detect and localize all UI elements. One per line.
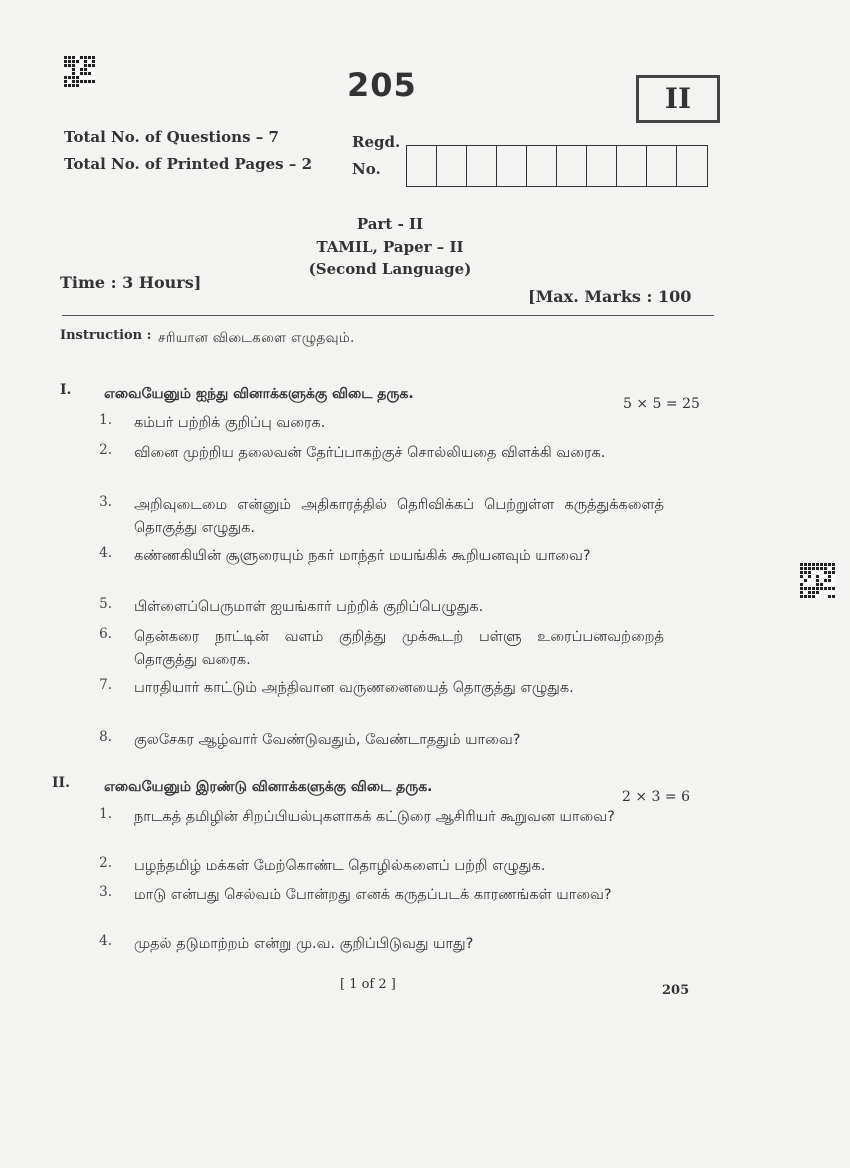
instruction-text: சரியான விடைகளை எழுதவும். xyxy=(158,330,355,346)
registration-number-boxes[interactable] xyxy=(406,145,708,187)
question-text: வினை முற்றிய தலைவன் தேர்ப்பாகற்குச் சொல்லியதை விளக்கி வரைக. xyxy=(134,445,606,461)
footer-paper-code: 205 xyxy=(662,983,690,998)
qr-code-icon xyxy=(64,56,95,87)
question-number: 1. xyxy=(99,412,112,428)
header-divider xyxy=(62,315,714,316)
max-marks: [Max. Marks : 100 xyxy=(528,287,692,306)
question-text: தென்கரை நாட்டின் வளம் குறித்து முக்கூடற் பள்ளு உரைப்பனவற்றைத் தொகுத்து வரைக. xyxy=(134,629,664,668)
question-text: பிள்ளைப்பெருமாள் ஐயங்கார் பற்றிக் குறிப்பெழுதுக. xyxy=(134,599,484,615)
question-item xyxy=(92,626,664,672)
part-heading: Part - II xyxy=(356,215,424,233)
question-item xyxy=(92,729,664,752)
no-label: No. xyxy=(352,160,381,178)
question-item xyxy=(92,545,664,568)
paper-code: 205 xyxy=(347,66,417,104)
time-allowed: Time : 3 Hours] xyxy=(60,273,202,292)
question-item xyxy=(92,412,664,435)
regd-label: Regd. xyxy=(352,133,401,151)
question-item xyxy=(92,596,664,619)
question-number: 4. xyxy=(99,933,112,949)
question-text: முதல் தடுமாற்றம் என்று மு.வ. குறிப்பிடுவது யாது? xyxy=(134,936,474,952)
question-item xyxy=(92,933,664,956)
instruction-label: Instruction : xyxy=(60,328,152,343)
question-item xyxy=(92,677,664,700)
question-text: நாடகத் தமிழின் சிறப்பியல்புகளாகக் கட்டுரை ஆசிரியர் கூறுவன யாவை? xyxy=(134,809,615,825)
question-text: கண்ணகியின் சூளுரையும் நகர் மாந்தர் மயங்கிக் கூறியனவும் யாவை? xyxy=(134,548,591,564)
section-marks: 2 × 3 = 6 xyxy=(622,789,690,805)
section-title: எவையேனும் ஐந்து வினாக்களுக்கு விடை தருக. xyxy=(104,386,414,402)
question-number: 5. xyxy=(99,596,112,612)
paper-roman-box: II xyxy=(636,75,720,123)
section-title: எவையேனும் இரண்டு வினாக்களுக்கு விடை தருக. xyxy=(104,779,433,795)
question-number: 7. xyxy=(99,677,112,693)
question-number: 3. xyxy=(99,884,112,900)
question-number: 2. xyxy=(99,855,112,871)
question-text: பழந்தமிழ் மக்கள் மேற்கொண்ட தொழில்களைப் பற்றி எழுதுக. xyxy=(134,858,546,874)
question-item xyxy=(92,806,664,829)
language-heading: (Second Language) xyxy=(308,260,472,278)
question-number: 3. xyxy=(99,494,112,510)
question-text: மாடு என்பது செல்வம் போன்றது எனக் கருதப்படக் காரணங்கள் யாவை? xyxy=(134,887,612,903)
question-number: 2. xyxy=(99,442,112,458)
question-text: குலசேகர ஆழ்வார் வேண்டுவதும், வேண்டாததும் யாவை? xyxy=(134,732,521,748)
page-indicator: [ 1 of 2 ] xyxy=(340,977,396,992)
question-item xyxy=(92,855,664,878)
question-number: 6. xyxy=(99,626,112,642)
qr-code-icon xyxy=(800,563,835,598)
question-text: பாரதியார் காட்டும் அந்திவான வருணனையைத் தொகுத்து எழுதுக. xyxy=(134,680,574,696)
question-text: கம்பர் பற்றிக் குறிப்பு வரைக. xyxy=(134,415,326,431)
question-number: 4. xyxy=(99,545,112,561)
subject-heading: TAMIL, Paper – II xyxy=(316,238,464,256)
question-number: 1. xyxy=(99,806,112,822)
total-pages: Total No. of Printed Pages – 2 xyxy=(64,155,313,173)
section-number: II. xyxy=(52,775,70,791)
question-item xyxy=(92,494,664,540)
section-number: I. xyxy=(60,382,72,398)
question-number: 8. xyxy=(99,729,112,745)
section-marks: 5 × 5 = 25 xyxy=(623,396,700,412)
question-item xyxy=(92,884,664,907)
question-text: அறிவுடைமை என்னும் அதிகாரத்தில் தெரிவிக்கப் பெற்றுள்ள கருத்துக்களைத் தொகுத்து எழுதுக. xyxy=(134,497,664,536)
question-item xyxy=(92,442,664,465)
total-questions: Total No. of Questions – 7 xyxy=(64,128,279,146)
